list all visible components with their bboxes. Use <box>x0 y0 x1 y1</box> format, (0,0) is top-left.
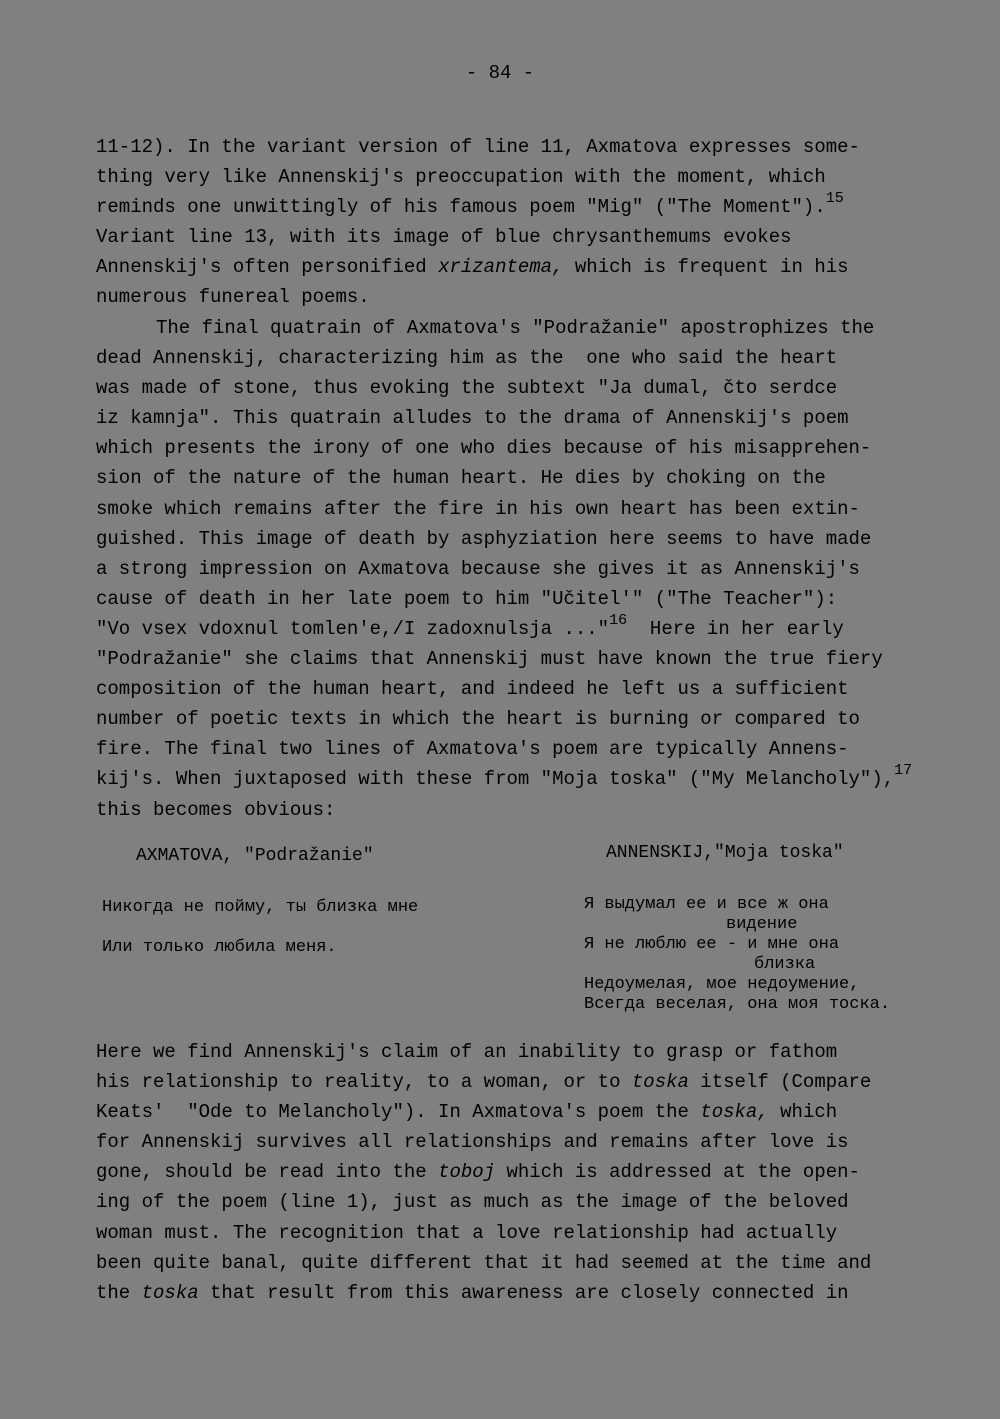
text-line: guished. This image of death by asphyziation here seems to have made <box>96 527 872 550</box>
text-line: "Podražanie" she claims that Annenskij must have known the true fiery <box>96 648 883 671</box>
text-line: numerous funereal poems. <box>96 286 370 309</box>
paragraph-1 <box>96 132 926 313</box>
text-line: Keats' "Ode to Melancholy"). In Axmatova's poem the toska, which <box>96 1101 838 1124</box>
page-number: - 84 - <box>465 62 535 84</box>
text-line: was made of stone, thus evoking the subtext "Ja dumal, čto serdce <box>96 377 838 400</box>
right-poem-line: Я не люблю ее - и мне она <box>584 935 840 954</box>
text-line: fire. The final two lines of Axmatova's poem are typically Annens- <box>96 738 849 761</box>
text-line: composition of the human heart, and indeed he left us a sufficient <box>96 678 849 701</box>
footnote-ref-15[interactable]: 15 <box>825 190 844 208</box>
text-line: cause of death in her late poem to him "Učitel'" ("The Teacher"): <box>96 587 838 610</box>
footnote-ref-16[interactable]: 16 <box>609 611 628 629</box>
left-poem-line: Или только любила меня. <box>102 938 337 957</box>
text-line: been quite banal, quite different that it had seemed at the time and <box>96 1251 872 1274</box>
right-poem-line: видение <box>726 915 798 934</box>
text-line: this becomes obvious: <box>96 798 336 821</box>
text-line: kij's. When juxtaposed with these from "Moja toska" ("My Melancholy"),$^{17}$ <box>96 762 913 791</box>
text-line: for Annenskij survives all relationships and remains after love is <box>96 1131 849 1154</box>
text-line: Variant line 13, with its image of blue chrysanthemums evokes <box>96 226 792 249</box>
text-line: the toska that result from this awareness are closely connected in <box>96 1281 849 1304</box>
text-line: The final quatrain of Axmatova's "Podražanie" apostrophizes the <box>156 317 875 339</box>
text-line: "Vo vsex vdoxnul tomlen'e,/I zadoxnulsja ..."$^{16}$ Here in her early <box>96 611 844 640</box>
text-line: which presents the irony of one who dies because of his misapprehen- <box>96 437 872 460</box>
right-poem-heading: ANNENSKIJ,"Moja toska" <box>606 843 844 863</box>
left-poem-line: Никогда не пойму, ты близка мне <box>102 898 419 917</box>
text-line: his relationship to reality, to a woman, or to toska itself (Compare <box>96 1071 872 1094</box>
right-poem-line: Я выдумал ее и все ж она <box>584 895 829 914</box>
text-line: a strong impression on Axmatova because she gives it as Annenskij's <box>96 557 860 580</box>
text-line: iz kamnja". This quatrain alludes to the drama of Annenskij's poem <box>96 407 849 430</box>
right-poem-line: Всегда веселая, она моя тоска. <box>584 995 891 1014</box>
left-poem-heading: AXMATOVA, "Podražanie" <box>136 846 374 866</box>
text-line: dead Annenskij, characterizing him as the one who said the heart <box>96 347 838 370</box>
text-line: smoke which remains after the fire in his own heart has been extin- <box>96 497 860 520</box>
text-line: number of poetic texts in which the heart is burning or compared to <box>96 708 860 731</box>
paragraph-3 <box>96 1037 926 1308</box>
text-line: sion of the nature of the human heart. He dies by choking on the <box>96 467 826 490</box>
text-line: 11-12). In the variant version of line 11, Axmatova expresses some- <box>96 136 860 158</box>
text-line: gone, should be read into the toboj which is addressed at the open- <box>96 1161 860 1184</box>
text-line: ing of the poem (line 1), just as much as the image of the beloved <box>96 1191 849 1214</box>
footnote-ref-17[interactable]: 17 <box>894 762 913 780</box>
paragraph-2 <box>96 313 926 825</box>
text-line: Annenskij's often personified xrizantema, which is frequent in his <box>96 256 849 279</box>
text-line: thing very like Annenskij's preoccupation with the moment, which <box>96 166 826 189</box>
text-line: Here we find Annenskij's claim of an inability to grasp or fathom <box>96 1041 838 1063</box>
right-poem-line: близка <box>754 955 816 974</box>
text-line: woman must. The recognition that a love relationship had actually <box>96 1221 838 1244</box>
right-poem-line: Недоумелая, мое недоумение, <box>584 975 860 994</box>
text-line: reminds one unwittingly of his famous poem "Mig" ("The Moment").$^{15}$ <box>96 190 844 219</box>
